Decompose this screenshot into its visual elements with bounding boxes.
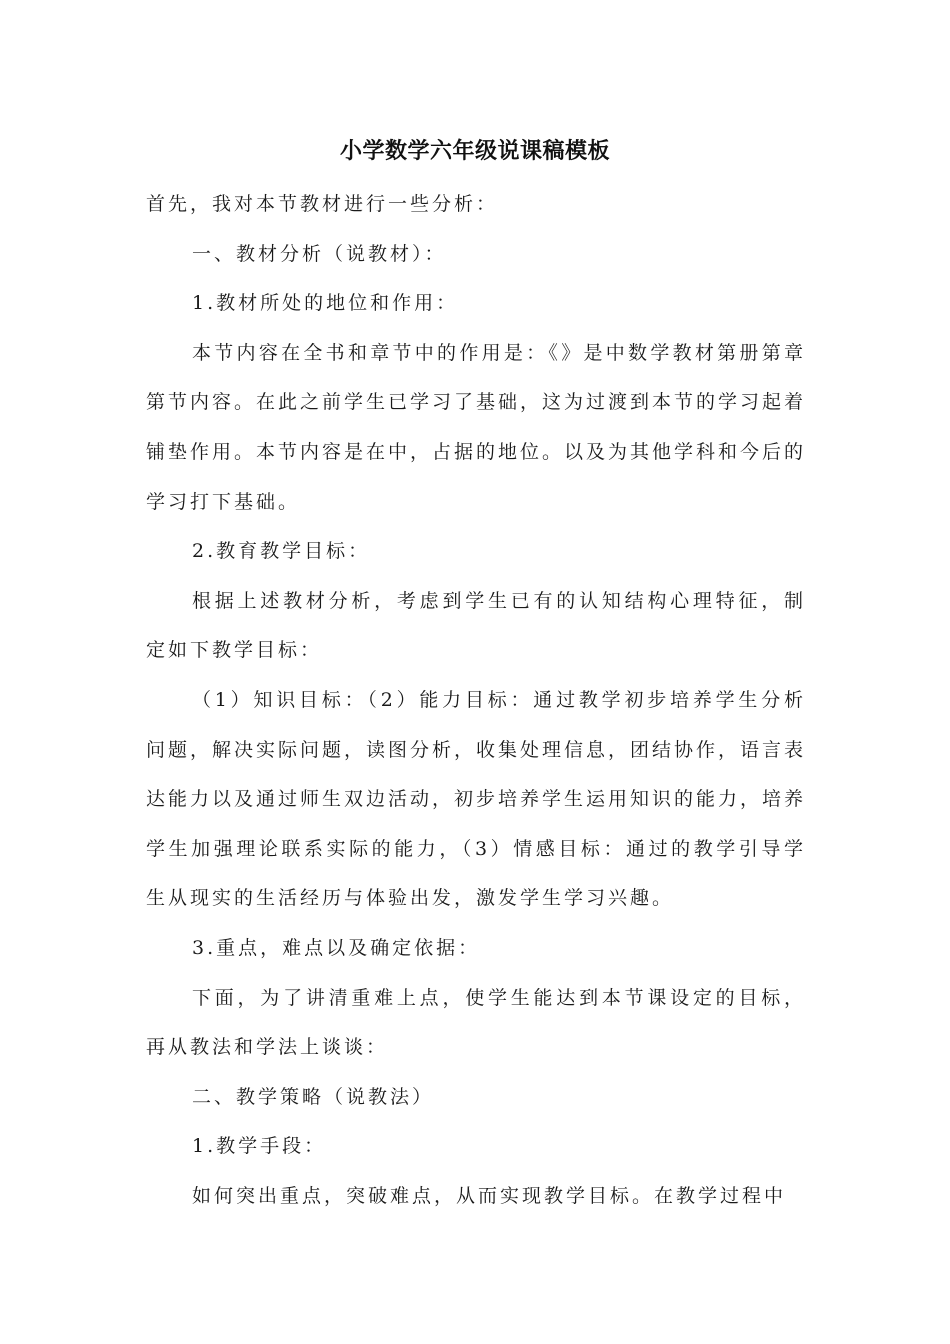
subheading-2-1: 1.教学手段： xyxy=(192,1135,327,1158)
document-body xyxy=(146,180,806,1221)
paragraph-method: 如何突出重点，突破难点，从而实现教学目标。在教学过程中 xyxy=(192,1184,787,1207)
document-title: 小学数学六年级说课稿模板 xyxy=(339,139,610,164)
subheading-1-3: 3.重点，难点以及确定依据： xyxy=(192,936,481,959)
subheading-1-2: 2.教育教学目标： xyxy=(192,540,371,563)
paragraph-goals: （1）知识目标：（2）能力目标：通过教学初步培养学生分析问题，解决实际问题，读图分析，收集处理信息，团结协作，语言表达能力以及通过师生双边活动，初步培养学生运用知识的能力，培养学生加强理论联系实际的能力，（3）情感目标：通过的教学引导学生从现实的生活经历与体验出发，激发学生学习兴趣。 xyxy=(146,688,807,910)
heading-section-1: 一、教材分析（说教材）： xyxy=(192,242,447,265)
paragraph-role: 本节内容在全书和章节中的作用是：《》是中数学教材第册第章第节内容。在此之前学生已学习了基础，这为过渡到本节的学习起着铺垫作用。本节内容是在中，占据的地位。以及为其他学科和今后的学习打下基础。 xyxy=(146,341,807,513)
subheading-1-1: 1.教材所处的地位和作用： xyxy=(192,292,459,315)
heading-section-2: 二、教学策略（说教法） xyxy=(192,1085,435,1108)
paragraph-goals-intro: 根据上述教材分析，考虑到学生已有的认知结构心理特征，制定如下教学目标： xyxy=(146,589,806,662)
paragraph-intro: 首先，我对本节教材进行一些分析： xyxy=(146,193,499,215)
paragraph-transition: 下面，为了讲清重难上点，使学生能达到本节课设定的目标，再从教法和学法上谈谈： xyxy=(146,986,806,1059)
